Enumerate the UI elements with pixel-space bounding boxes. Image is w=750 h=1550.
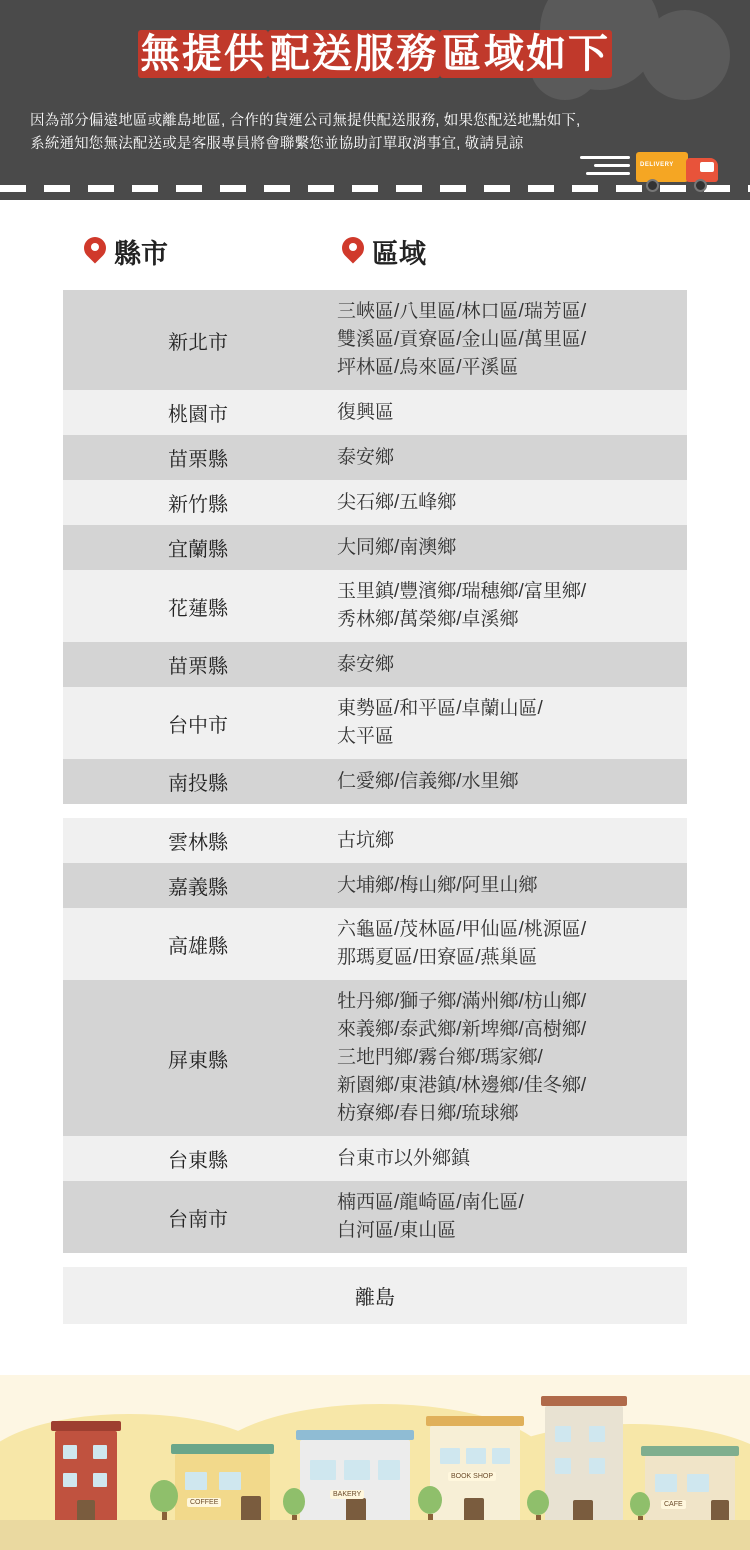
area-line: 楠西區/龍崎區/南化區/ xyxy=(337,1192,524,1213)
page-title xyxy=(0,26,750,82)
table-row-spacer xyxy=(63,804,687,818)
area-line: 大埔鄉/梅山鄉/阿里山鄉 xyxy=(337,874,538,896)
area-line: 玉里鎮/豐濱鄉/瑞穗鄉/富里鄉/ xyxy=(337,581,587,602)
building-roof xyxy=(171,1444,274,1454)
area-line: 泰安鄉 xyxy=(337,446,395,468)
tree-crown xyxy=(630,1492,650,1516)
table-cell-city: 台東縣 xyxy=(63,1136,333,1181)
header-banner xyxy=(0,0,750,200)
area-line: 六龜區/茂林區/甲仙區/桃源區/ xyxy=(337,919,587,940)
table-spacer-cell xyxy=(63,804,687,818)
building-window xyxy=(219,1472,241,1490)
table-row xyxy=(63,570,687,642)
area-line: 雙溪區/貢寮區/金山區/萬里區/ xyxy=(337,329,587,350)
table-cell-city: 花蓮縣 xyxy=(63,570,333,642)
area-line: 尖石鄉/五峰鄉 xyxy=(337,491,457,513)
table-cell-city: 台南市 xyxy=(63,1181,333,1253)
footer-illustration xyxy=(0,1375,750,1550)
table-cell-area xyxy=(333,642,687,687)
table-row xyxy=(63,1136,687,1181)
area-line: 東勢區/和平區/卓蘭山區/ xyxy=(337,698,543,719)
building-roof xyxy=(426,1416,524,1426)
building-cafe xyxy=(645,1456,735,1526)
table-cell-area xyxy=(333,290,687,390)
table-row xyxy=(63,435,687,480)
building-window xyxy=(310,1460,336,1480)
table-cell-area xyxy=(333,863,687,908)
no-delivery-area-table xyxy=(63,290,687,1324)
tree-crown xyxy=(418,1486,442,1514)
ground-strip xyxy=(0,1520,750,1550)
area-line: 三峽區/八里區/林口區/瑞芳區/ xyxy=(337,301,587,322)
column-headers xyxy=(0,210,750,290)
table-cell-area xyxy=(333,480,687,525)
table-row xyxy=(63,908,687,980)
table-cell-islands: 離島 xyxy=(63,1267,687,1324)
building-bakery xyxy=(300,1440,410,1526)
table-cell-city: 苗栗縣 xyxy=(63,642,333,687)
table-row xyxy=(63,525,687,570)
area-line: 大同鄉/南澳鄉 xyxy=(337,536,457,558)
shop-sign: BAKERY xyxy=(330,1490,364,1499)
area-line: 泰安鄉 xyxy=(337,653,395,675)
table-cell-city: 嘉義縣 xyxy=(63,863,333,908)
tree-crown xyxy=(527,1490,549,1515)
tree-crown xyxy=(150,1480,178,1512)
table-cell-city: 屏東縣 xyxy=(63,980,333,1136)
page-title-pre: 無提供 xyxy=(140,32,266,76)
building-apartment xyxy=(55,1431,117,1526)
building-window xyxy=(555,1426,571,1442)
table-cell-city: 新竹縣 xyxy=(63,480,333,525)
area-line: 那瑪夏區/田寮區/燕巢區 xyxy=(337,947,538,968)
building-window xyxy=(93,1473,107,1487)
table-row xyxy=(63,290,687,390)
building-window xyxy=(63,1473,77,1487)
subtitle-line-2: 系統通知您無法配送或是客服專員將會聯繫您並協助訂單取消事宜, 敬請見諒 xyxy=(30,136,524,152)
table-row xyxy=(63,642,687,687)
area-line: 牡丹鄉/獅子鄉/滿州鄉/枋山鄉/ xyxy=(337,991,587,1012)
table-cell-area xyxy=(333,818,687,863)
column-header-area xyxy=(342,232,426,271)
table-cell-city: 台中市 xyxy=(63,687,333,759)
table-row xyxy=(63,759,687,804)
building-window xyxy=(589,1458,605,1474)
table-row xyxy=(63,818,687,863)
building-window xyxy=(440,1448,460,1464)
area-line: 白河區/東山區 xyxy=(337,1220,457,1241)
column-header-city-label: 縣市 xyxy=(114,239,168,269)
table-body xyxy=(63,290,687,1324)
table-cell-area xyxy=(333,687,687,759)
area-line: 三地門鄉/霧台鄉/瑪家鄉/ xyxy=(337,1047,543,1068)
building-roof xyxy=(51,1421,121,1431)
building-shop xyxy=(175,1454,270,1526)
page-title-post: 區域如下 xyxy=(442,32,610,76)
area-line: 太平區 xyxy=(337,726,395,747)
table-cell-area xyxy=(333,570,687,642)
table-cell-city: 苗栗縣 xyxy=(63,435,333,480)
building-window xyxy=(589,1426,605,1442)
table-row-islands xyxy=(63,1267,687,1324)
tree-crown xyxy=(283,1488,305,1515)
table-cell-area xyxy=(333,980,687,1136)
building-bookshop xyxy=(430,1426,520,1526)
area-line: 秀林鄉/萬榮鄉/卓溪鄉 xyxy=(337,609,519,630)
building-roof xyxy=(296,1430,414,1440)
table-cell-area xyxy=(333,390,687,435)
page-title-highlight: 配送服務 xyxy=(270,32,438,76)
table-cell-area xyxy=(333,525,687,570)
table-row-spacer xyxy=(63,1253,687,1267)
shop-sign: CAFE xyxy=(661,1500,686,1509)
table-cell-city: 南投縣 xyxy=(63,759,333,804)
building-window xyxy=(63,1445,77,1459)
area-line: 仁愛鄉/信義鄉/水里鄉 xyxy=(337,770,519,792)
table-cell-area xyxy=(333,435,687,480)
subtitle-line-1: 因為部分偏遠地區或離島地區, 合作的貨運公司無提供配送服務, 如果您配送地點如下, xyxy=(30,113,581,129)
table-cell-city: 高雄縣 xyxy=(63,908,333,980)
table-cell-area xyxy=(333,759,687,804)
building-window xyxy=(93,1445,107,1459)
truck-cargo-box xyxy=(636,152,688,182)
truck-wheel xyxy=(646,179,659,192)
table-cell-area xyxy=(333,1181,687,1253)
table-cell-city: 宜蘭縣 xyxy=(63,525,333,570)
truck-wheel xyxy=(694,179,707,192)
building-window xyxy=(687,1474,709,1492)
table-row xyxy=(63,1181,687,1253)
building-window xyxy=(555,1458,571,1474)
area-line: 新園鄉/東港鎮/林邊鄉/佳冬鄉/ xyxy=(337,1075,587,1096)
area-line: 坪林區/烏來區/平溪區 xyxy=(337,357,519,378)
shop-sign: BOOK SHOP xyxy=(448,1472,496,1481)
column-header-city xyxy=(84,232,168,271)
truck-window xyxy=(700,162,714,172)
table-spacer-cell xyxy=(63,1253,687,1267)
table-row xyxy=(63,863,687,908)
area-line: 台東市以外鄉鎮 xyxy=(337,1147,471,1169)
building-house xyxy=(545,1406,623,1526)
table-cell-city: 雲林縣 xyxy=(63,818,333,863)
building-window xyxy=(344,1460,370,1480)
delivery-truck-icon xyxy=(636,146,732,194)
building-window xyxy=(466,1448,486,1464)
table-cell-area xyxy=(333,908,687,980)
table-row xyxy=(63,980,687,1136)
building-window xyxy=(655,1474,677,1492)
table-cell-city: 新北市 xyxy=(63,290,333,390)
location-pin-icon xyxy=(84,237,106,267)
table-cell-city: 桃園市 xyxy=(63,390,333,435)
building-window xyxy=(378,1460,400,1480)
building-window xyxy=(492,1448,510,1464)
location-pin-icon xyxy=(342,237,364,267)
area-line: 復興區 xyxy=(337,401,395,423)
table-row xyxy=(63,480,687,525)
area-line: 來義鄉/泰武鄉/新埤鄉/高樹鄉/ xyxy=(337,1019,587,1040)
building-window xyxy=(185,1472,207,1490)
truck-label: DELIVERY xyxy=(640,162,674,168)
page-title-text xyxy=(138,26,612,82)
building-roof xyxy=(541,1396,627,1406)
column-header-area-label: 區域 xyxy=(372,239,426,269)
area-line: 古坑鄉 xyxy=(337,829,395,851)
area-line: 枋寮鄉/春日鄉/琉球鄉 xyxy=(337,1103,519,1124)
shop-sign: COFFEE xyxy=(187,1498,221,1507)
table-row xyxy=(63,390,687,435)
building-roof xyxy=(641,1446,739,1456)
table-row xyxy=(63,687,687,759)
speed-lines-icon xyxy=(580,156,630,180)
table-cell-area xyxy=(333,1136,687,1181)
